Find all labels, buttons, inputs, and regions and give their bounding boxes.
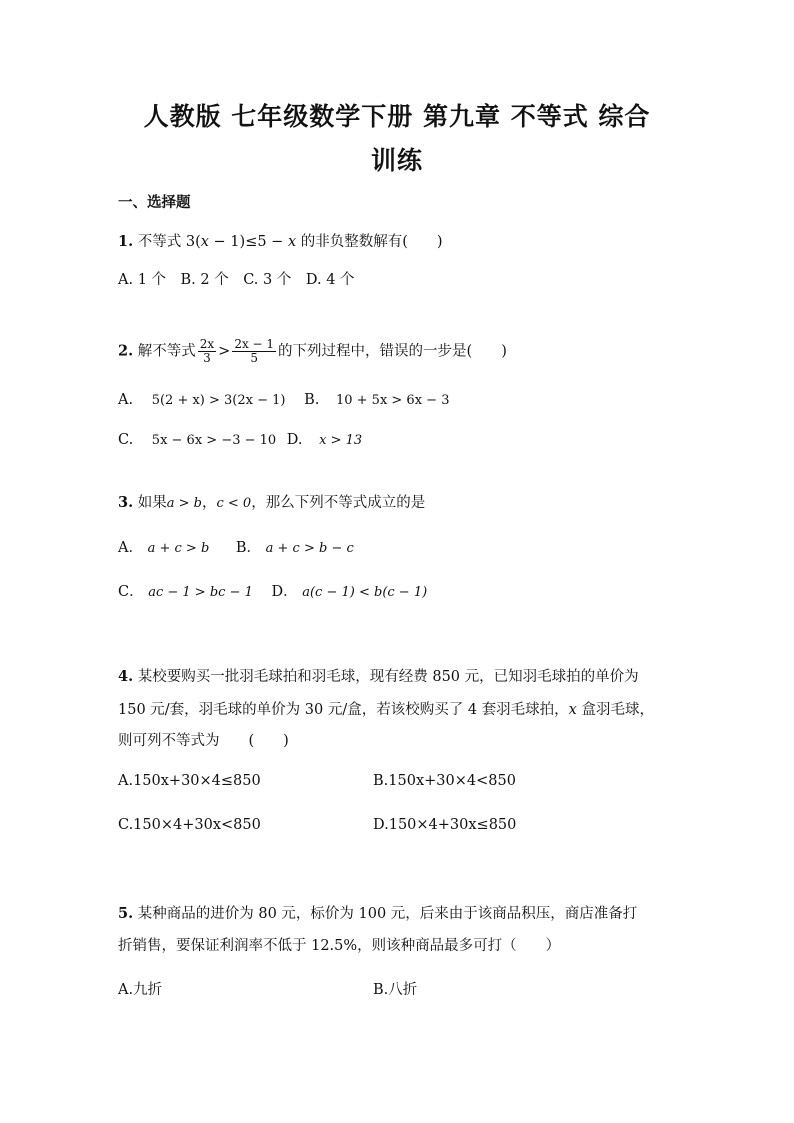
fraction-numerator: 2x [199,337,215,351]
q3-stem-pre: 如果 [133,495,167,511]
fraction-2x-over-3 [198,338,216,365]
option-d-label: D． [271,584,298,600]
option-c-label: C. [118,432,134,448]
q1-stem-pre: 不等式 3( [133,234,201,250]
section-heading: 一、选择题 [118,194,191,211]
question-2-stem [118,338,507,365]
question-4-option-b: B.150x+30×4<850 [373,773,516,789]
question-4-option-a: A.150x+30×4≤850 [118,773,261,789]
greater-than-sign: > [218,343,231,360]
q4-var-x: x [568,702,577,718]
option-c-text: 5x − 6x > −3 − 10 [151,433,277,448]
question-2-options-ab [118,392,449,408]
q4-text-line2-pre: 150 元/套，羽毛球的单价为 30 元/盒，若该校购买了 4 套羽毛球拍， [118,702,569,718]
option-b-label: B. [304,392,320,408]
question-3-options-cd [118,580,427,601]
q1-stem-mid: − 1)≤5 − [208,234,288,250]
option-b-text: a + c > b − c [265,541,354,556]
option-c-label: C． [118,584,144,600]
option-a-text: 5(2 + x) > 3(2x − 1) [151,393,286,408]
question-3-options-ab [118,536,354,557]
question-number: 5. [118,905,134,922]
q5-text-line1: 某种商品的进价为 80 元，标价为 100 元，后来由于该商品积压，商店准备打 [133,906,638,922]
option-a-label: A． [118,540,143,556]
q1-stem-post: 的非负整数解有( ) [296,234,443,250]
option-b-label: B． [235,540,262,556]
question-1-stem [118,230,443,251]
document-title-line2: 训练 [370,146,423,175]
option-a-text: a + c > b [147,541,210,556]
question-4-option-d: D.150×4+30x≤850 [373,817,517,833]
question-5-line1 [118,902,637,923]
q2-stem-post: 的下列过程中，错误的一步是( ) [278,343,507,360]
q3-stem-post: ，那么下列不等式成立的是 [251,495,426,511]
question-4-line3: 则可列不等式为 ( ) [118,733,289,749]
document-title-line1: 人教版 七年级数学下册 第九章 不等式 综合 [143,102,651,131]
fraction-numerator: 2x − 1 [234,337,275,351]
q2-stem-pre: 解不等式 [133,343,196,360]
question-4-line1 [118,665,639,686]
fraction-2x-minus-1-over-5 [232,338,276,365]
question-number: 2. [118,342,134,360]
question-number: 4. [118,668,134,685]
q4-text-line2-post: 盒羽毛球， [576,702,654,718]
q1-var-x: x [287,234,297,250]
question-4-line2 [118,698,654,719]
question-number: 1. [118,233,134,250]
question-5-line2: 折销售，要保证利润率不低于 12.5%，则该种商品最多可打（ ） [118,938,561,954]
q3-comma: ， [201,495,217,511]
question-3-stem [118,491,425,512]
question-5-option-a: A.九折 [118,982,163,998]
option-c-text: ac − 1 > bc − 1 [148,585,253,600]
fraction-denominator: 3 [203,351,211,365]
q1-var-x: x [200,234,209,250]
fraction-denominator: 5 [250,351,258,365]
question-5-option-b: B.八折 [373,982,418,998]
option-d-label: D. [286,432,303,448]
question-4-option-c: C.150×4+30x<850 [118,817,261,833]
question-2-options-cd [118,432,362,448]
q3-condition-1: a > b [166,496,202,511]
q3-condition-2: c < 0 [216,496,252,511]
option-d-text: x > 13 [319,433,363,448]
question-number: 3. [118,494,134,511]
option-d-text: a(c − 1) < b(c − 1) [302,585,428,600]
question-1-options: A. 1 个 B. 2 个 C. 3 个 D. 4 个 [118,272,355,288]
option-a-label: A. [118,392,134,408]
option-b-text: 10 + 5x > 6x − 3 [335,393,450,408]
q4-text-line1: 某校要购买一批羽毛球拍和羽毛球，现有经费 850 元，已知羽毛球拍的单价为 [133,669,639,685]
